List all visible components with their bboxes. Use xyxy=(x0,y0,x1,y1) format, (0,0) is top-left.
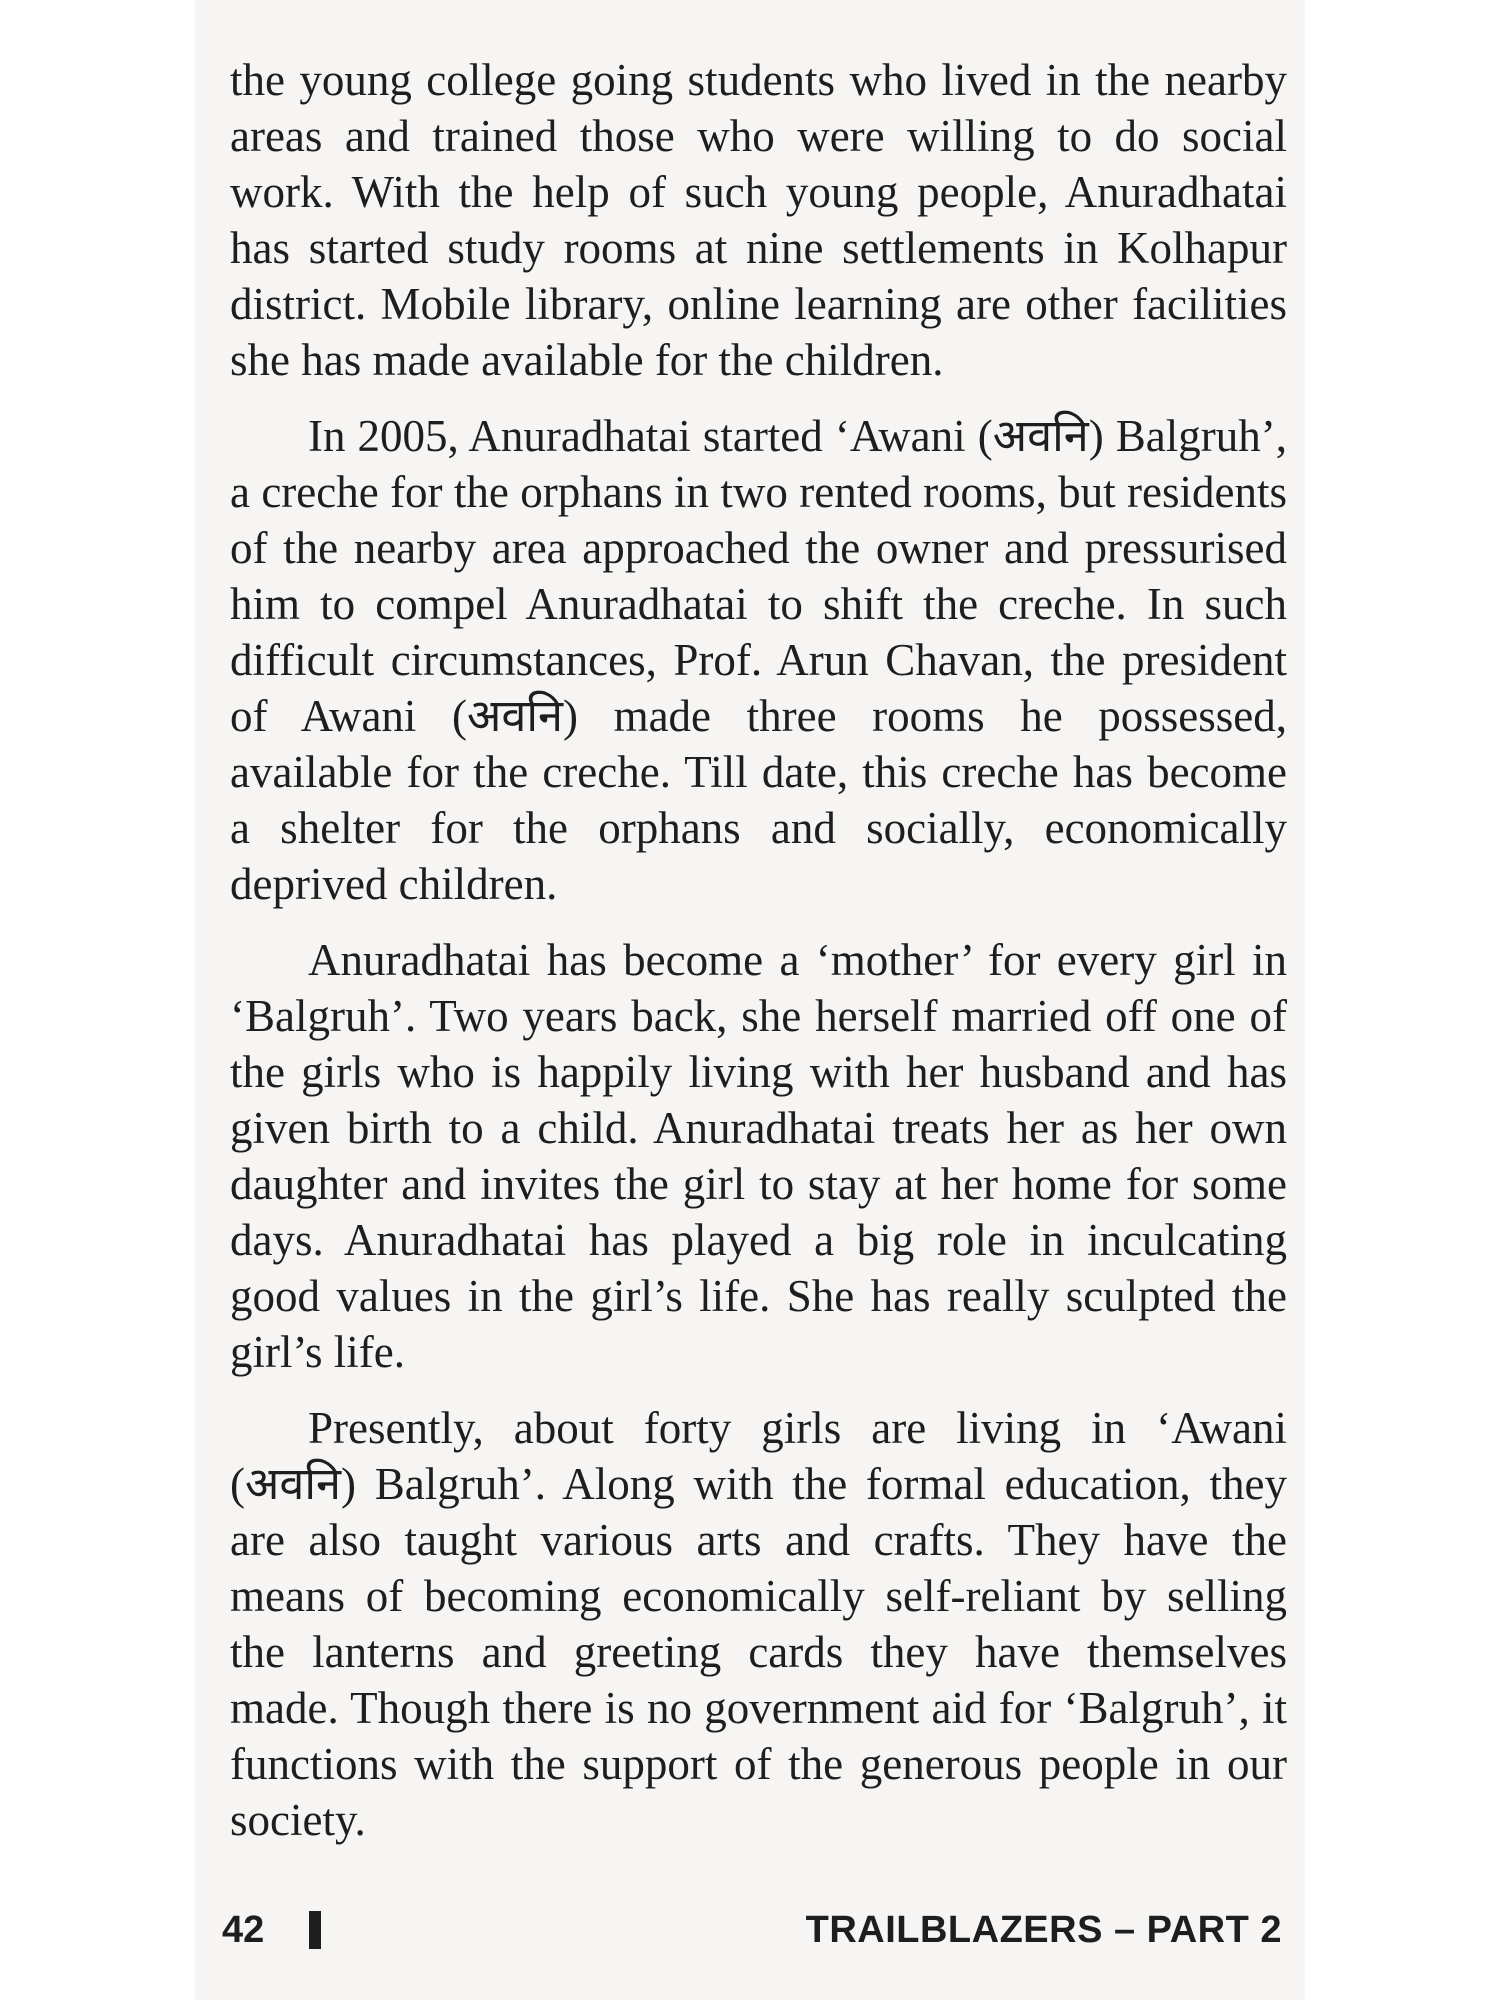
page-footer xyxy=(222,1905,1282,1955)
paragraph-present-day: Presently, about forty girls are living in ‘Awani (अवनि) Balgruh’. Along with the formal education, they are also taught various arts and crafts. They have the means of becoming economically self-reliant by selling the lanterns and greeting cards they have themselves made. Though there is no government aid for ‘Balgruh’, it functions with the support of the generous people in our society. xyxy=(230,1403,1287,1845)
paragraph-mother-role: Anuradhatai has become a ‘mother’ for every girl in ‘Balgruh’. Two years back, she herself married off one of the girls who is happily living with her husband and has given birth to a child. Anuradhatai treats her as her own daughter and invites the girl to stay at her home for some days. Anuradhatai has played a big role in inculcating good values in the girl’s life. She has really sculpted the girl’s life. xyxy=(230,935,1287,1377)
running-title: TRAILBLAZERS – PART 2 xyxy=(805,1909,1282,1951)
footer-divider-bar xyxy=(309,1911,321,1949)
paragraph-awani-creche: In 2005, Anuradhatai started ‘Awani (अवनि) Balgruh’, a creche for the orphans in two rented rooms, but residents of the nearby area approached the owner and pressurised him to compel Anuradhatai to shift the creche. In such difficult circumstances, Prof. Arun Chavan, the president of Awani (अवनि) made three rooms he possessed, available for the creche. Till date, this creche has become a shelter for the orphans and socially, economically deprived children. xyxy=(230,411,1287,909)
page-number: 42 xyxy=(222,1909,265,1951)
paragraph-continuation: the young college going students who lived in the nearby areas and trained those who were willing to do social work. With the help of such young people, Anuradhatai has started study rooms at nine settlements in Kolhapur district. Mobile library, online learning are other facilities she has made available for the children. xyxy=(230,55,1287,385)
body-text xyxy=(230,52,1287,1848)
